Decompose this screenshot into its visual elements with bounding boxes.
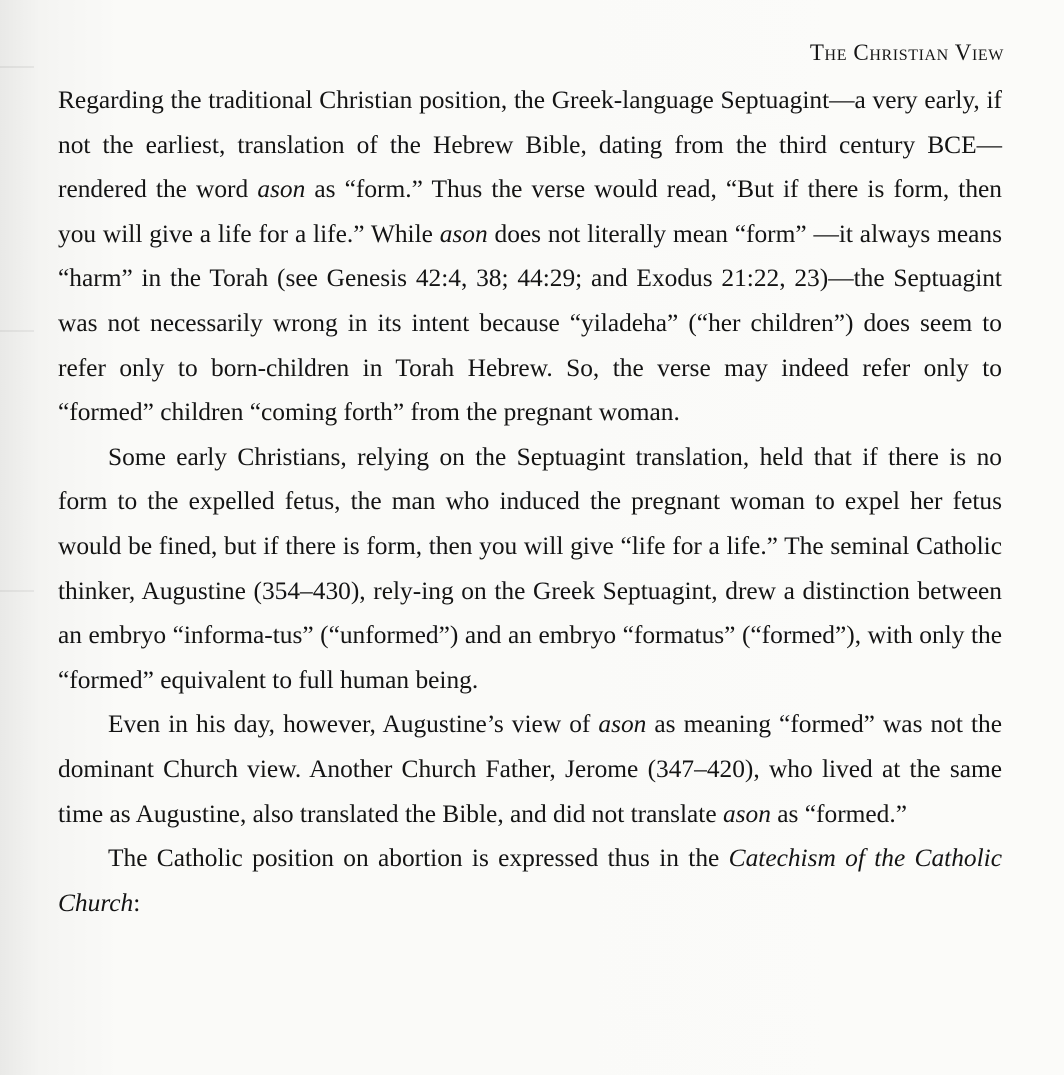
bleed-through-mark: [0, 560, 34, 592]
text-run: Regarding the traditional Christian position, the Greek-language Septuagint—a very early, if not the earliest, translation of the Hebrew Bible, dating from the third century BCE—rendered the word: [58, 86, 1002, 204]
italic-text-run: ason: [598, 710, 647, 739]
text-run: Even in his day, however, Augustine’s view of: [108, 710, 599, 739]
text-run: as “formed.”: [770, 799, 907, 828]
italic-text-run: ason: [439, 219, 488, 248]
text-run: Some early Christians, relying on the Septuagint translation, held that if there is no form to the expelled fetus, the man who induced the pregnant woman to expel her fetus would be fined, but if there is form, then you will give “life for a life.” The seminal Catholic thinker, Augustine (354–430), rely-ing on the Greek Septuagint, drew a distinction between an embryo “informa-tus” (“unformed”) and an embryo “formatus” (“formed”), with only the “formed” equivalent to full human being.: [58, 442, 1002, 694]
text-run: as “form.” Thus the verse would read, “But if there is form, then you will give a life for a life.” While: [58, 175, 1002, 248]
bleed-through-mark: [0, 36, 34, 68]
paragraph: [58, 435, 1002, 703]
text-run: The Catholic position on abortion is expressed thus in the: [108, 844, 729, 873]
bleed-through-mark: [0, 300, 34, 332]
paragraph: [58, 78, 1002, 435]
paragraph: [58, 836, 1002, 925]
running-head: The Christian View: [809, 40, 1004, 65]
italic-text-run: Catechism of the Catholic Church: [58, 844, 1003, 917]
text-run: does not literally mean “form” —it always means “harm” in the Torah (see Genesis 42:4, 38; 44:29; and Exodus 21:22, 23)—the Septuagint was not necessarily wrong in its intent because “yiladeha” (“her children”) does seem to refer only to born-children in Torah Hebrew. So, the verse may indeed refer only to “formed” children “coming forth” from the pregnant woman.: [58, 219, 1002, 427]
body-text: [58, 78, 1002, 925]
text-run: :: [133, 888, 141, 917]
italic-text-run: ason: [257, 175, 306, 204]
paragraph: [58, 702, 1002, 836]
text-run: as meaning “formed” was not the dominant Church view. Another Church Father, Jerome (347–420), who lived at the same time as Augustine, also translated the Bible, and did not translate: [58, 710, 1002, 828]
italic-text-run: ason: [722, 799, 771, 828]
